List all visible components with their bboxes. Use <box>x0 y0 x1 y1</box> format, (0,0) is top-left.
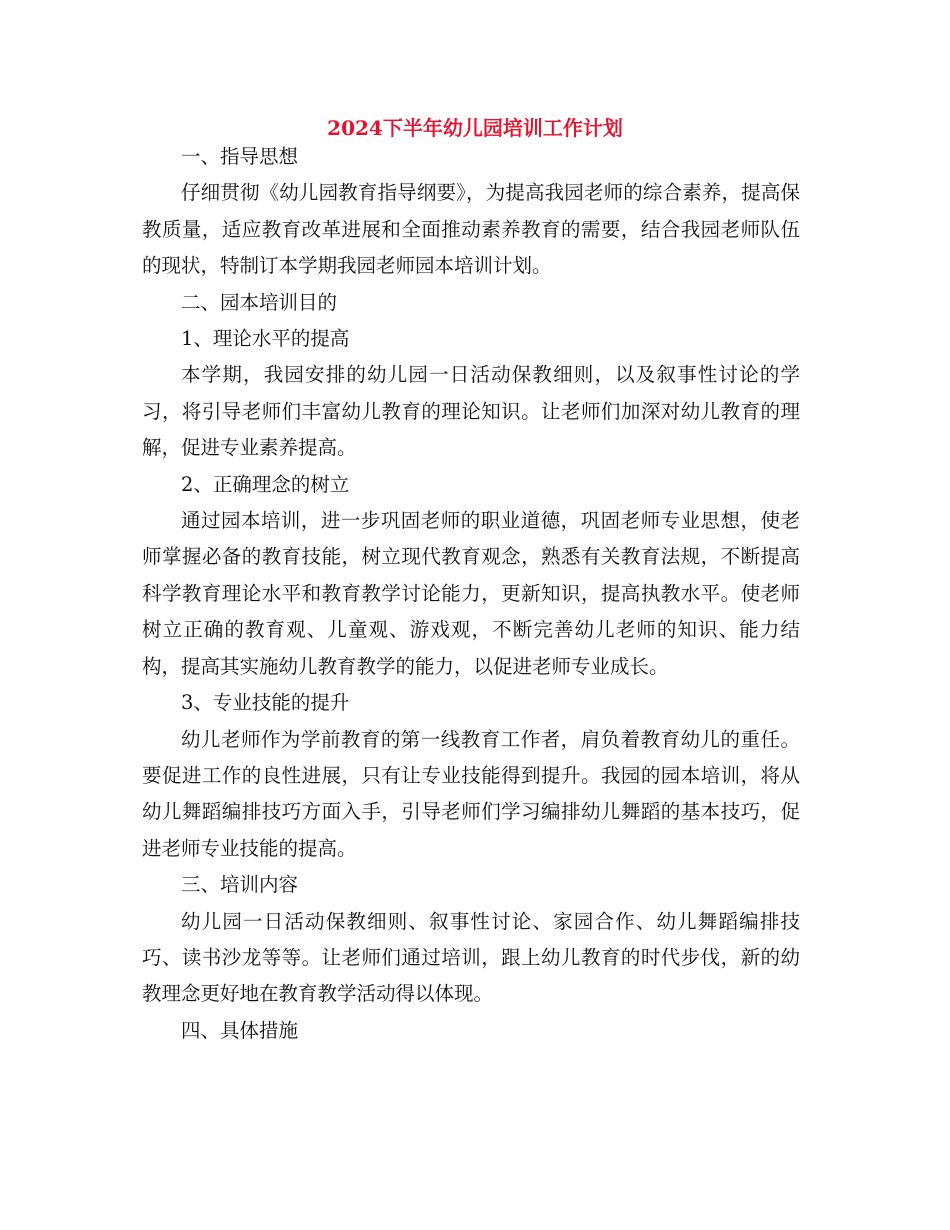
paragraph: 本学期，我园安排的幼儿园一日活动保教细则，以及叙事性讨论的学习，将引导老师们丰富幼儿教育的理论知识。让老师们加深对幼儿教育的理解，促进专业素养提高。 <box>142 363 800 460</box>
paragraph: 仔细贯彻《幼儿园教育指导纲要》，为提高我园老师的综合素养，提高保教质量，适应教育改革进展和全面推动素养教育的需要，结合我园老师队伍的现状，特制订本学期我园老师园本培训计划。 <box>142 181 800 278</box>
paragraph: 通过园本培训，进一步巩固老师的职业道德，巩固老师专业思想，使老师掌握必备的教育技能，树立现代教育观念，熟悉有关教育法规，不断提高科学教育理论水平和教育教学讨论能力，更新知识，提高执教水平。使老师树立正确的教育观、儿童观、游戏观，不断完善幼儿老师的知识、能力结构，提高其实施幼儿教育教学的能力，以促进老师专业成长。 <box>142 509 800 678</box>
section-heading-guiding-thought: 一、指导思想 <box>181 145 299 168</box>
paragraph: 幼儿老师作为学前教育的第一线教育工作者，肩负着教育幼儿的重任。要促进工作的良性进展，只有让专业技能得到提升。我园的园本培训，将从幼儿舞蹈编排技巧方面入手，引导老师们学习编排幼儿舞蹈的基本技巧，促进老师专业技能的提高。 <box>142 727 800 860</box>
document-body <box>142 139 800 1049</box>
subsection-heading-theory: 1、理论水平的提高 <box>181 327 350 351</box>
subsection-heading-concept: 2、正确理念的树立 <box>181 472 350 496</box>
section-heading-training-content: 三、培训内容 <box>181 873 299 897</box>
section-heading-training-goal: 二、园本培训目的 <box>181 290 338 314</box>
document-title: 2024下半年幼儿园培训工作计划 <box>327 116 623 140</box>
section-heading-measures: 四、具体措施 <box>181 1018 299 1042</box>
paragraph: 幼儿园一日活动保教细则、叙事性讨论、家园合作、幼儿舞蹈编排技巧、读书沙龙等等。让老师们通过培训，跟上幼儿教育的时代步伐，新的幼教理念更好地在教育教学活动得以体现。 <box>142 909 800 1006</box>
subsection-heading-skills: 3、专业技能的提升 <box>181 691 350 715</box>
